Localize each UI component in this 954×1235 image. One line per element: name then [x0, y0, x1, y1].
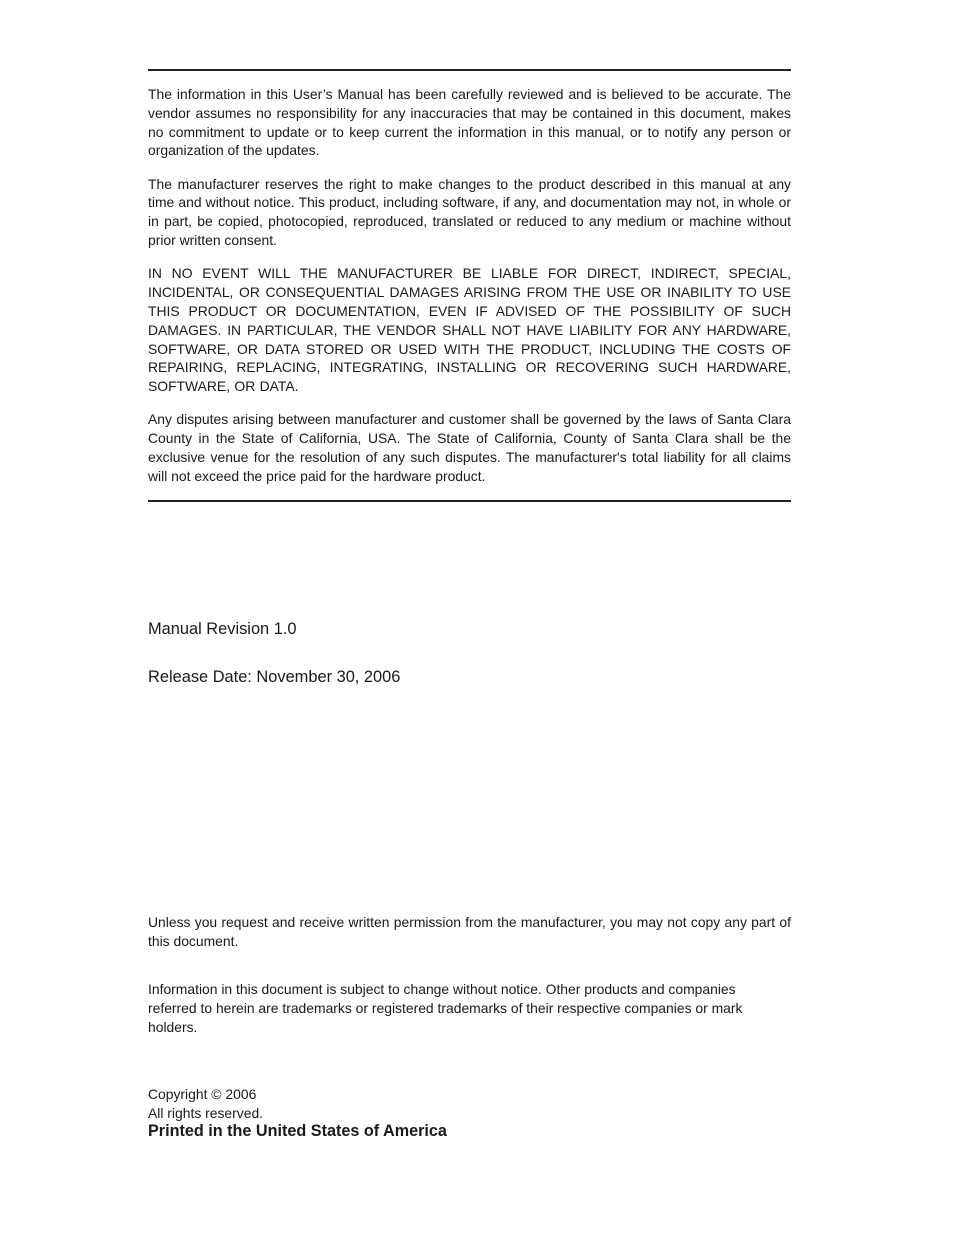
rights-reserved-line: All rights reserved.: [148, 1105, 264, 1121]
disclaimer-paragraph-accuracy: The information in this User’s Manual has been carefully reviewed and is believed to be accurate. The vendor assumes no responsibility for any inaccuracies that may be contained in this document, makes no commitment to update or to keep current the information in this manual, or to notify any person or organization of the updates.: [148, 86, 791, 159]
disclaimer-paragraph-liability: IN NO EVENT WILL THE MANUFACTURER BE LIABLE FOR DIRECT, INDIRECT, SPECIAL, INCIDENTAL, OR CONSEQUENTIAL DAMAGES ARISING FROM THE USE OR INABILITY TO USE THIS PRODUCT OR DOCUMENTATION, EVEN IF ADVISED OF THE POSSIBILITY OF SUCH DAMAGES. IN PARTICULAR, THE VENDOR SHALL NOT HAVE LIABILITY FOR ANY HARDWARE, SOFTWARE, OR DATA STORED OR USED WITH THE PRODUCT, INCLUDING THE COSTS OF REPAIRING, REPLACING, INTEGRATING, INSTALLING OR RECOVERING SUCH HARDWARE, SOFTWARE, OR DATA.: [148, 265, 791, 395]
release-date: Release Date: November 30, 2006: [148, 668, 401, 686]
trademark-notice: Information in this document is subject to change without notice. Other products and companies referred to herein are trademarks or registered trademarks of their respective companies or mark holders.: [148, 981, 743, 1035]
disclaimer-section: [148, 85, 791, 500]
bottom-divider: [148, 500, 791, 502]
manual-revision: Manual Revision 1.0: [148, 620, 297, 638]
disclaimer-paragraph-disputes: Any disputes arising between manufacturer and customer shall be governed by the laws of Santa Clara County in the State of California, USA. The State of California, County of Santa Clara shall be the exclusive venue for the resolution of any such disputes. The manufacturer's total liability for all claims will not exceed the price paid for the hardware product.: [148, 411, 791, 484]
copy-permission-notice: Unless you request and receive written permission from the manufacturer, you may not copy any part of this document.: [148, 914, 791, 949]
disclaimer-paragraph-changes: The manufacturer reserves the right to make changes to the product described in this manual at any time and without notice. This product, including software, if any, and documentation may not, in whole or in part, be copied, photocopied, reproduced, translated or reduced to any medium or machine without prior written consent.: [148, 175, 791, 249]
copyright-line: Copyright © 2006: [148, 1086, 257, 1102]
printed-in-line: Printed in the United States of America: [148, 1122, 447, 1140]
top-divider: [148, 69, 791, 71]
